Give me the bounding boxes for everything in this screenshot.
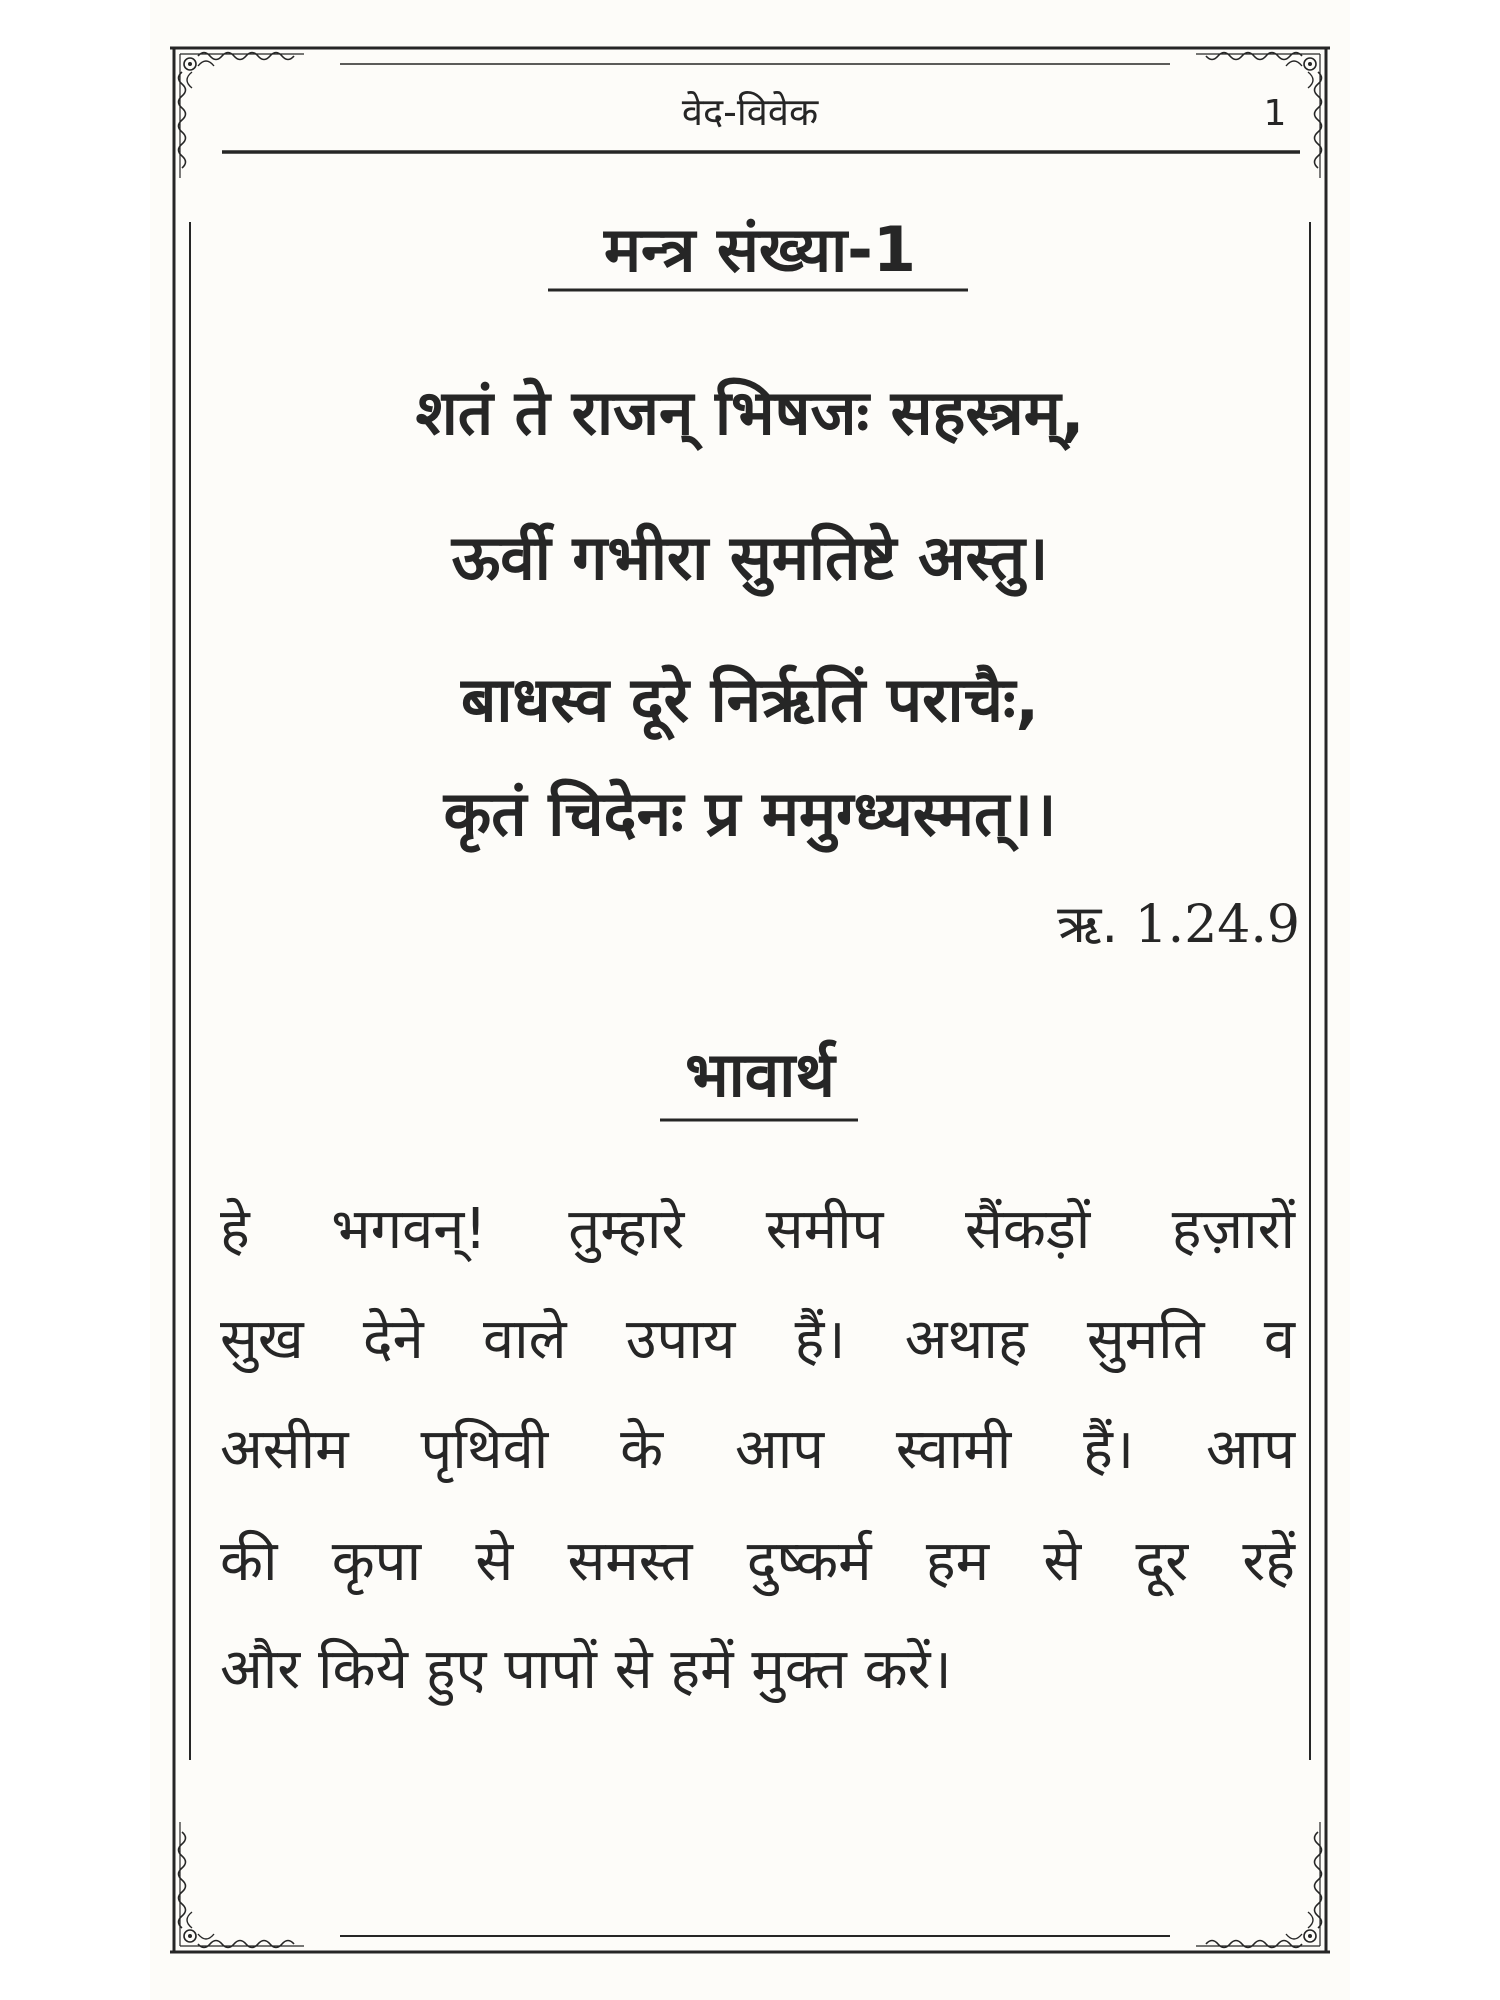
- page-number: 1: [1263, 93, 1287, 134]
- bhavarth-heading: भावार्थ: [685, 1038, 835, 1111]
- bhavarth-line: सुख देने वाले उपाय हैं। अथाह सुमति व: [220, 1307, 1295, 1372]
- bhavarth-line: और किये हुए पापों से हमें मुक्त करें।: [220, 1637, 952, 1702]
- verse-reference: [900, 890, 1300, 960]
- corner-ornament-icon: [174, 48, 310, 184]
- bhavarth-line: हे भगवन्! तुम्हारे समीप सैंकड़ों हज़ारों: [220, 1197, 1295, 1262]
- reference-number: 1.24.9: [1134, 895, 1300, 955]
- verse-line: बाधस्व दूरे निर्ऋतिं पराचैः,: [460, 663, 1040, 736]
- corner-ornament-icon: [174, 1816, 310, 1952]
- verse-line: ऊर्वी गभीरा सुमतिष्टे अस्तु।: [451, 521, 1049, 594]
- verse-line: शतं ते राजन् भिषजः सहस्त्रम्,: [415, 376, 1085, 449]
- reference-prefix: ऋ.: [1057, 895, 1119, 955]
- corner-ornament-icon: [1190, 1816, 1326, 1952]
- bhavarth-line: असीम पृथिवी के आप स्वामी हैं। आप: [220, 1417, 1295, 1482]
- mantra-heading: मन्त्र संख्या-1: [603, 213, 917, 286]
- verse-line: कृतं चिदेनः प्र ममुग्ध्यस्मत्।।: [443, 777, 1057, 850]
- bhavarth-line: की कृपा से समस्त दुष्कर्म हम से दूर रहें: [220, 1529, 1295, 1594]
- running-header-title: वेद-विवेक: [681, 90, 819, 134]
